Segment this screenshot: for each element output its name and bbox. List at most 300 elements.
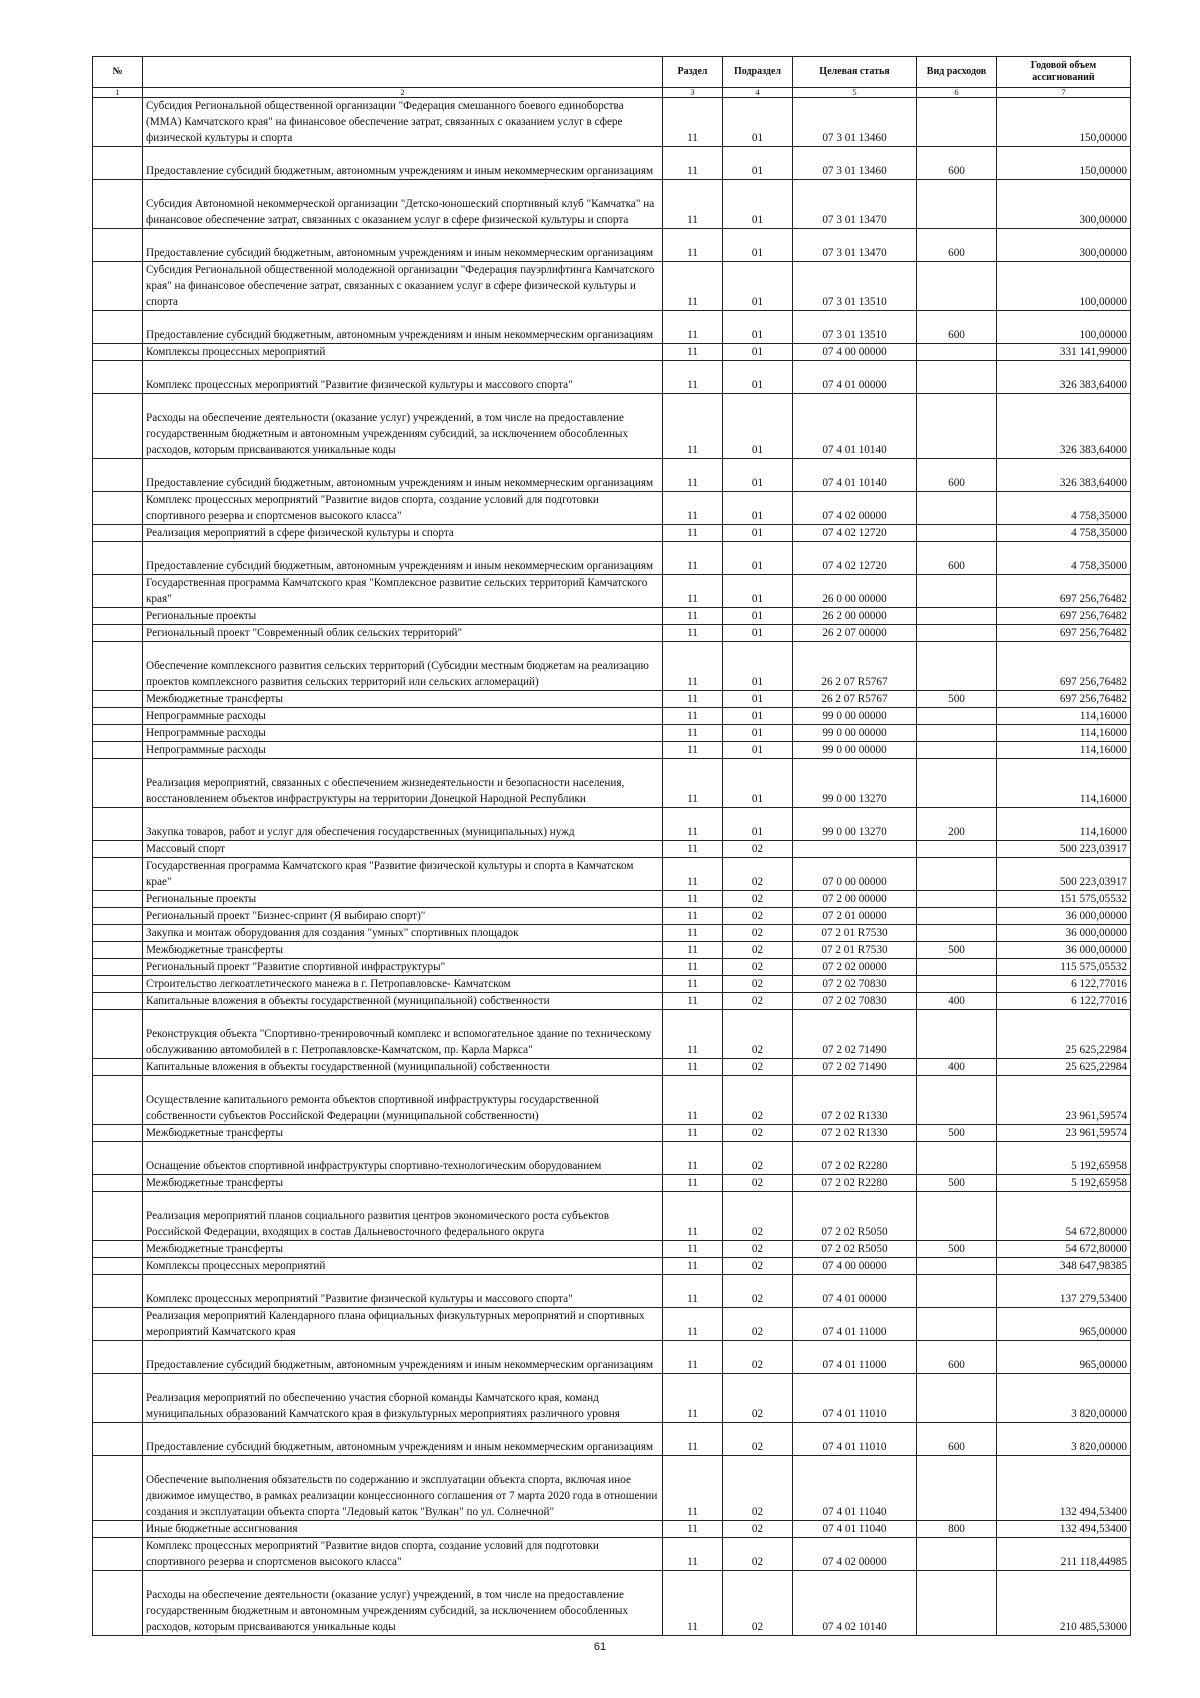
cell-name: Массовый спорт: [143, 841, 663, 858]
table-row: [93, 394, 1131, 459]
cell-name: Комплексы процессных мероприятий: [143, 1258, 663, 1275]
cell-subsection: 02: [723, 891, 793, 908]
cell-subsection: 02: [723, 908, 793, 925]
cell-name: Межбюджетные трансферты: [143, 691, 663, 708]
cell-section: 11: [663, 642, 723, 691]
cell-target-article: 07 4 02 12720: [793, 542, 917, 575]
cell-expense-type: 600: [917, 459, 997, 492]
cell-expense-type: [917, 361, 997, 394]
cell-target-article: 07 2 02 R5050: [793, 1192, 917, 1241]
cell-name: Обеспечение комплексного развития сельских территорий (Субсидии местным бюджетам на реализацию проектов комплексного развития сельских территорий или сельских агломераций): [143, 642, 663, 691]
table-row: [93, 742, 1131, 759]
cell-number: [93, 708, 143, 725]
cell-amount: 5 192,65958: [997, 1175, 1131, 1192]
cell-target-article: 99 0 00 00000: [793, 742, 917, 759]
cell-amount: 114,16000: [997, 708, 1131, 725]
cell-amount: 3 820,00000: [997, 1423, 1131, 1456]
cell-expense-type: [917, 1076, 997, 1125]
cell-number: [93, 361, 143, 394]
cell-number: [93, 542, 143, 575]
cell-amount: 6 122,77016: [997, 993, 1131, 1010]
table-row: [93, 1258, 1131, 1275]
cell-subsection: 02: [723, 993, 793, 1010]
cell-subsection: 01: [723, 691, 793, 708]
cell-section: 11: [663, 1374, 723, 1423]
cell-section: 11: [663, 98, 723, 147]
cell-target-article: 07 3 01 13460: [793, 98, 917, 147]
cell-number: [93, 98, 143, 147]
cell-name: Государственная программа Камчатского края "Развитие физической культуры и спорта в Камчатском крае": [143, 858, 663, 891]
cell-section: 11: [663, 575, 723, 608]
cell-number: [93, 1308, 143, 1341]
cell-name: Предоставление субсидий бюджетным, автономным учреждениям и иным некоммерческим организациям: [143, 229, 663, 262]
table-row: [93, 993, 1131, 1010]
cell-amount: 300,00000: [997, 229, 1131, 262]
cell-target-article: 07 4 01 11040: [793, 1521, 917, 1538]
cell-number: [93, 1192, 143, 1241]
cell-section: 11: [663, 229, 723, 262]
cell-section: 11: [663, 492, 723, 525]
cell-name: Закупка и монтаж оборудования для создания "умных" спортивных площадок: [143, 925, 663, 942]
cell-expense-type: 500: [917, 1125, 997, 1142]
cell-subsection: 02: [723, 1521, 793, 1538]
cell-name: Иные бюджетные ассигнования: [143, 1521, 663, 1538]
cell-section: 11: [663, 858, 723, 891]
header-section: Раздел: [663, 57, 723, 88]
cell-name: Оснащение объектов спортивной инфраструктуры спортивно-технологическим оборудованием: [143, 1142, 663, 1175]
table-row: [93, 625, 1131, 642]
cell-subsection: 02: [723, 858, 793, 891]
cell-subsection: 02: [723, 1192, 793, 1241]
table-row: [93, 608, 1131, 625]
table-row: [93, 1456, 1131, 1521]
cell-expense-type: [917, 1456, 997, 1521]
cell-subsection: 01: [723, 311, 793, 344]
cell-section: 11: [663, 1423, 723, 1456]
cell-amount: 4 758,35000: [997, 542, 1131, 575]
cell-section: 11: [663, 180, 723, 229]
table-row: [93, 1521, 1131, 1538]
cell-number: [93, 575, 143, 608]
cell-amount: 331 141,99000: [997, 344, 1131, 361]
cell-amount: 114,16000: [997, 725, 1131, 742]
cell-target-article: 07 4 01 11010: [793, 1423, 917, 1456]
cell-section: 11: [663, 1076, 723, 1125]
cell-subsection: 02: [723, 1076, 793, 1125]
cell-section: 11: [663, 759, 723, 808]
cell-section: 11: [663, 808, 723, 841]
cell-amount: 965,00000: [997, 1308, 1131, 1341]
cell-section: 11: [663, 1125, 723, 1142]
cell-section: 11: [663, 925, 723, 942]
cell-amount: 326 383,64000: [997, 361, 1131, 394]
cell-expense-type: [917, 98, 997, 147]
cell-amount: 25 625,22984: [997, 1010, 1131, 1059]
cell-target-article: 07 4 02 12720: [793, 525, 917, 542]
table-row: [93, 858, 1131, 891]
cell-target-article: 07 2 00 00000: [793, 891, 917, 908]
cell-name: Региональный проект "Развитие спортивной инфраструктуры": [143, 959, 663, 976]
cell-section: 11: [663, 841, 723, 858]
table-row: [93, 1571, 1131, 1636]
cell-subsection: 02: [723, 942, 793, 959]
column-number: 2: [143, 88, 663, 98]
cell-name: Осуществление капитального ремонта объектов спортивной инфраструктуры государственной собственности субъектов Российской Федерации (муниципальной собственности): [143, 1076, 663, 1125]
cell-subsection: 01: [723, 575, 793, 608]
cell-amount: 115 575,05532: [997, 959, 1131, 976]
table-row: [93, 311, 1131, 344]
table-row: [93, 1010, 1131, 1059]
cell-name: Межбюджетные трансферты: [143, 1125, 663, 1142]
cell-section: 11: [663, 1571, 723, 1636]
cell-number: [93, 1538, 143, 1571]
table-row: [93, 262, 1131, 311]
cell-expense-type: [917, 1010, 997, 1059]
table-row: [93, 542, 1131, 575]
cell-target-article: 07 4 02 00000: [793, 1538, 917, 1571]
column-number-row: [93, 88, 1131, 98]
table-row: [93, 575, 1131, 608]
cell-number: [93, 642, 143, 691]
cell-amount: 150,00000: [997, 98, 1131, 147]
cell-amount: 132 494,53400: [997, 1456, 1131, 1521]
cell-name: Предоставление субсидий бюджетным, автономным учреждениям и иным некоммерческим организациям: [143, 459, 663, 492]
column-number: 4: [723, 88, 793, 98]
cell-name: Комплекс процессных мероприятий "Развитие видов спорта, создание условий для подготовки спортивного резерва и спортсменов высокого класса": [143, 492, 663, 525]
cell-number: [93, 908, 143, 925]
table-row: [93, 1275, 1131, 1308]
cell-amount: 965,00000: [997, 1341, 1131, 1374]
cell-expense-type: [917, 344, 997, 361]
cell-section: 11: [663, 1341, 723, 1374]
cell-section: 11: [663, 1192, 723, 1241]
cell-number: [93, 1076, 143, 1125]
cell-number: [93, 525, 143, 542]
table-row: [93, 708, 1131, 725]
cell-target-article: 26 0 00 00000: [793, 575, 917, 608]
cell-target-article: [793, 841, 917, 858]
cell-expense-type: [917, 959, 997, 976]
cell-expense-type: 800: [917, 1521, 997, 1538]
cell-amount: 36 000,00000: [997, 942, 1131, 959]
cell-expense-type: [917, 841, 997, 858]
cell-section: 11: [663, 262, 723, 311]
cell-target-article: 07 2 02 R1330: [793, 1076, 917, 1125]
cell-number: [93, 725, 143, 742]
cell-section: 11: [663, 1258, 723, 1275]
cell-name: Субсидия Региональной общественной молодежной организации "Федерация пауэрлифтинга Камчатского края" на финансовое обеспечение затрат, связанных с оказанием услуг в сфере физической культуры и спорта: [143, 262, 663, 311]
cell-name: Непрограммные расходы: [143, 742, 663, 759]
cell-number: [93, 1142, 143, 1175]
cell-subsection: 02: [723, 1538, 793, 1571]
cell-number: [93, 394, 143, 459]
cell-expense-type: [917, 1192, 997, 1241]
cell-target-article: 07 2 02 R2280: [793, 1175, 917, 1192]
header-subsection: Подраздел: [723, 57, 793, 88]
cell-expense-type: [917, 180, 997, 229]
cell-section: 11: [663, 1275, 723, 1308]
cell-expense-type: [917, 891, 997, 908]
cell-subsection: 01: [723, 361, 793, 394]
cell-subsection: 02: [723, 959, 793, 976]
cell-amount: 500 223,03917: [997, 858, 1131, 891]
cell-number: [93, 1125, 143, 1142]
cell-expense-type: [917, 575, 997, 608]
cell-section: 11: [663, 976, 723, 993]
cell-amount: 36 000,00000: [997, 908, 1131, 925]
cell-name: Предоставление субсидий бюджетным, автономным учреждениям и иным некоммерческим организациям: [143, 1423, 663, 1456]
table-row: [93, 1175, 1131, 1192]
cell-subsection: 01: [723, 262, 793, 311]
cell-number: [93, 459, 143, 492]
cell-number: [93, 759, 143, 808]
table-row: [93, 361, 1131, 394]
cell-number: [93, 1010, 143, 1059]
budget-table: [92, 56, 1131, 1636]
cell-expense-type: 400: [917, 993, 997, 1010]
cell-section: 11: [663, 625, 723, 642]
cell-name: Субсидия Региональной общественной организации "Федерация смешанного боевого единоборства (ММА) Камчатского края" на финансовое обеспечение затрат, связанных с оказанием услуг в сфере физической культуры и спорта: [143, 98, 663, 147]
cell-target-article: 07 0 00 00000: [793, 858, 917, 891]
cell-target-article: 99 0 00 00000: [793, 708, 917, 725]
cell-amount: 697 256,76482: [997, 691, 1131, 708]
cell-number: [93, 608, 143, 625]
cell-subsection: 01: [723, 147, 793, 180]
cell-subsection: 02: [723, 1059, 793, 1076]
cell-number: [93, 1374, 143, 1423]
cell-amount: 36 000,00000: [997, 925, 1131, 942]
cell-name: Межбюджетные трансферты: [143, 1241, 663, 1258]
cell-subsection: 02: [723, 1275, 793, 1308]
cell-target-article: 07 4 01 11040: [793, 1456, 917, 1521]
cell-subsection: 01: [723, 642, 793, 691]
cell-section: 11: [663, 942, 723, 959]
cell-subsection: 01: [723, 492, 793, 525]
cell-expense-type: 600: [917, 1341, 997, 1374]
cell-amount: 326 383,64000: [997, 459, 1131, 492]
cell-section: 11: [663, 1010, 723, 1059]
header-name: [143, 57, 663, 88]
cell-amount: 25 625,22984: [997, 1059, 1131, 1076]
header-number: №: [93, 57, 143, 88]
cell-subsection: 02: [723, 1308, 793, 1341]
cell-name: Региональный проект "Современный облик сельских территорий": [143, 625, 663, 642]
table-row: [93, 98, 1131, 147]
cell-amount: 500 223,03917: [997, 841, 1131, 858]
cell-name: Реализация мероприятий по обеспечению участия сборной команды Камчатского края, команд муниципальных образований Камчатского края в физкультурных мероприятиях различного уровня: [143, 1374, 663, 1423]
cell-target-article: 99 0 00 13270: [793, 808, 917, 841]
header-row: [93, 57, 1131, 88]
table-row: [93, 1076, 1131, 1125]
cell-target-article: 07 2 02 00000: [793, 959, 917, 976]
cell-expense-type: [917, 708, 997, 725]
cell-section: 11: [663, 542, 723, 575]
cell-expense-type: 600: [917, 542, 997, 575]
cell-number: [93, 942, 143, 959]
cell-expense-type: 500: [917, 1175, 997, 1192]
cell-target-article: 26 2 07 R5767: [793, 691, 917, 708]
cell-section: 11: [663, 708, 723, 725]
cell-amount: 132 494,53400: [997, 1521, 1131, 1538]
table-body: [93, 98, 1131, 1636]
cell-expense-type: 200: [917, 808, 997, 841]
cell-expense-type: [917, 492, 997, 525]
cell-amount: 100,00000: [997, 311, 1131, 344]
cell-expense-type: [917, 925, 997, 942]
cell-amount: 5 192,65958: [997, 1142, 1131, 1175]
cell-name: Межбюджетные трансферты: [143, 1175, 663, 1192]
cell-amount: 3 820,00000: [997, 1374, 1131, 1423]
table-row: [93, 1308, 1131, 1341]
cell-target-article: 07 3 01 13510: [793, 311, 917, 344]
cell-name: Комплекс процессных мероприятий "Развитие физической культуры и массового спорта": [143, 361, 663, 394]
cell-number: [93, 1571, 143, 1636]
cell-number: [93, 229, 143, 262]
cell-section: 11: [663, 1175, 723, 1192]
column-number: 3: [663, 88, 723, 98]
cell-subsection: 01: [723, 759, 793, 808]
cell-target-article: 99 0 00 00000: [793, 725, 917, 742]
cell-expense-type: 600: [917, 147, 997, 180]
cell-section: 11: [663, 1059, 723, 1076]
cell-subsection: 01: [723, 708, 793, 725]
cell-number: [93, 344, 143, 361]
table-row: [93, 1142, 1131, 1175]
cell-subsection: 01: [723, 625, 793, 642]
cell-subsection: 02: [723, 976, 793, 993]
cell-number: [93, 742, 143, 759]
cell-subsection: 01: [723, 98, 793, 147]
cell-amount: 114,16000: [997, 759, 1131, 808]
cell-number: [93, 262, 143, 311]
table-row: [93, 891, 1131, 908]
cell-amount: 697 256,76482: [997, 575, 1131, 608]
cell-expense-type: [917, 608, 997, 625]
cell-number: [93, 492, 143, 525]
cell-expense-type: [917, 858, 997, 891]
cell-section: 11: [663, 891, 723, 908]
cell-target-article: 07 4 01 10140: [793, 394, 917, 459]
cell-target-article: 07 2 01 00000: [793, 908, 917, 925]
cell-subsection: 01: [723, 808, 793, 841]
cell-subsection: 01: [723, 742, 793, 759]
cell-expense-type: [917, 625, 997, 642]
column-number: 7: [997, 88, 1131, 98]
table-row: [93, 229, 1131, 262]
cell-amount: 114,16000: [997, 808, 1131, 841]
cell-target-article: 07 2 02 71490: [793, 1010, 917, 1059]
cell-number: [93, 1341, 143, 1374]
cell-subsection: 02: [723, 1456, 793, 1521]
cell-expense-type: 500: [917, 691, 997, 708]
cell-number: [93, 1241, 143, 1258]
table-row: [93, 841, 1131, 858]
cell-target-article: 07 3 01 13470: [793, 180, 917, 229]
cell-target-article: 07 4 01 11000: [793, 1308, 917, 1341]
table-row: [93, 725, 1131, 742]
cell-subsection: 02: [723, 1142, 793, 1175]
cell-expense-type: 600: [917, 229, 997, 262]
cell-section: 11: [663, 311, 723, 344]
cell-amount: 150,00000: [997, 147, 1131, 180]
table-row: [93, 1374, 1131, 1423]
cell-target-article: 07 2 02 70830: [793, 993, 917, 1010]
table-row: [93, 1125, 1131, 1142]
table-row: [93, 492, 1131, 525]
cell-expense-type: [917, 1308, 997, 1341]
cell-expense-type: [917, 1258, 997, 1275]
cell-number: [93, 1521, 143, 1538]
cell-expense-type: 500: [917, 1241, 997, 1258]
cell-number: [93, 1423, 143, 1456]
cell-expense-type: [917, 908, 997, 925]
cell-number: [93, 841, 143, 858]
cell-subsection: 01: [723, 229, 793, 262]
cell-amount: 697 256,76482: [997, 608, 1131, 625]
cell-name: Межбюджетные трансферты: [143, 942, 663, 959]
cell-expense-type: [917, 1374, 997, 1423]
cell-expense-type: 600: [917, 311, 997, 344]
table-row: [93, 808, 1131, 841]
cell-subsection: 02: [723, 1374, 793, 1423]
cell-number: [93, 625, 143, 642]
cell-section: 11: [663, 608, 723, 625]
cell-number: [93, 147, 143, 180]
cell-target-article: 07 4 01 00000: [793, 361, 917, 394]
cell-number: [93, 1258, 143, 1275]
cell-section: 11: [663, 344, 723, 361]
cell-name: Непрограммные расходы: [143, 725, 663, 742]
cell-number: [93, 891, 143, 908]
cell-amount: 6 122,77016: [997, 976, 1131, 993]
table-row: [93, 942, 1131, 959]
cell-section: 11: [663, 1308, 723, 1341]
cell-amount: 114,16000: [997, 742, 1131, 759]
cell-section: 11: [663, 1241, 723, 1258]
cell-name: Комплекс процессных мероприятий "Развитие видов спорта, создание условий для подготовки спортивного резерва и спортсменов высокого класса": [143, 1538, 663, 1571]
cell-subsection: 01: [723, 459, 793, 492]
cell-name: Предоставление субсидий бюджетным, автономным учреждениям и иным некоммерческим организациям: [143, 542, 663, 575]
cell-target-article: 07 2 02 R5050: [793, 1241, 917, 1258]
cell-amount: 23 961,59574: [997, 1076, 1131, 1125]
cell-target-article: 07 4 01 10140: [793, 459, 917, 492]
cell-subsection: 02: [723, 1175, 793, 1192]
column-number: 1: [93, 88, 143, 98]
cell-number: [93, 858, 143, 891]
table-row: [93, 1423, 1131, 1456]
cell-name: Предоставление субсидий бюджетным, автономным учреждениям и иным некоммерческим организациям: [143, 311, 663, 344]
cell-amount: 137 279,53400: [997, 1275, 1131, 1308]
table-row: [93, 180, 1131, 229]
table-row: [93, 147, 1131, 180]
cell-name: Расходы на обеспечение деятельности (оказание услуг) учреждений, в том числе на предоставление государственным бюджетным и автономным учреждениям субсидий, за исключением обособленных расходов, которым присваиваются уникальные коды: [143, 394, 663, 459]
cell-target-article: 07 4 02 00000: [793, 492, 917, 525]
table-row: [93, 1241, 1131, 1258]
cell-target-article: 26 2 07 00000: [793, 625, 917, 642]
cell-target-article: 07 3 01 13460: [793, 147, 917, 180]
cell-amount: 4 758,35000: [997, 492, 1131, 525]
cell-name: Реализация мероприятий, связанных с обеспечением жизнедеятельности и безопасности населения, восстановлением объектов инфраструктуры на территории Донецкой Народной Республики: [143, 759, 663, 808]
cell-subsection: 01: [723, 344, 793, 361]
cell-number: [93, 925, 143, 942]
cell-amount: 54 672,80000: [997, 1192, 1131, 1241]
cell-name: Региональные проекты: [143, 891, 663, 908]
cell-expense-type: [917, 1275, 997, 1308]
cell-amount: 23 961,59574: [997, 1125, 1131, 1142]
cell-section: 11: [663, 361, 723, 394]
table-row: [93, 759, 1131, 808]
cell-name: Строительство легкоатлетического манежа в г. Петропавловске- Камчатском: [143, 976, 663, 993]
